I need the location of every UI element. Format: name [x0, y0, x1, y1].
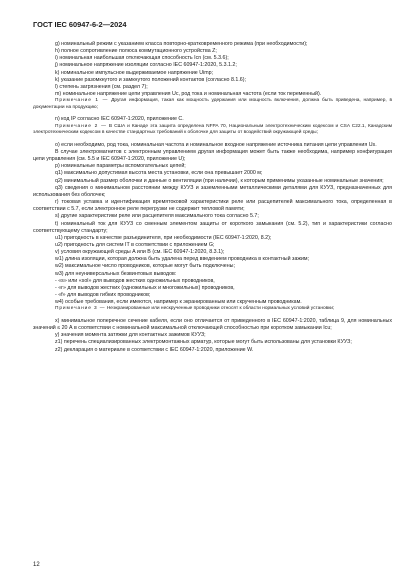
list-item: k) номинальное импульсное выдерживаемое напряжение Uimp;	[55, 69, 214, 76]
list-item: g) номинальный режим с указанием класса повторно-кратковременного режима (при необходимости);	[55, 41, 308, 47]
list-item: r) токовая уставка и идентификация времятоковой характеристики реле или расцепителей максимального тока, определенная в соответствии с 5.7, если электронное реле перегрузки не содержит тепловой памяти;	[33, 199, 392, 213]
list-item: w1) длина изоляции, которая должна быть удалена перед введением проводника в контактный зажим;	[55, 256, 310, 263]
document-header: ГОСТ IEC 60947-6-2—2024	[33, 20, 127, 29]
list-item: h) полное сопротивление полюса коммутационного устройства Z;	[55, 48, 217, 55]
list-item: n) код IP согласно IEC 60947-1:2020, приложение С.	[55, 116, 184, 123]
list-item: v) условия окружающей среды A или B (см. IEC 60947-1:2020, 8.3.1);	[55, 249, 225, 256]
note-3	[33, 306, 392, 313]
list-item: u1) пригодность в качестве разъединителя, при необходимости (IEC 60947-1:2020, 8.2);	[55, 234, 272, 241]
note-text: Неэкранированные или нескрученные проводники относят к области нормальных условий установки;	[106, 306, 335, 312]
note-1	[33, 98, 392, 111]
list-item: p) номинальные параметры вспомогательных цепей;	[55, 163, 186, 170]
list-item: t) номинальный ток для КУУЗ со сменным элементом защиты от короткого замыкания (см. 5.2), тип и характеристики согласно соответствующему стандарту;	[33, 220, 392, 234]
list-item: z2) декларация о материале в соответствии с IEC 60947-1:2020, приложение W.	[55, 346, 254, 353]
sub-list-item: - «s» или «sol» для выводов жестких одножильных проводников,	[55, 277, 215, 284]
list-item: q2) минимальный размер оболочки и данные о вентиляции (при наличии), к которым применимы указанные номинальные значения;	[55, 177, 384, 184]
list-item: В случае электромагнитов с электронным управлением другая информация может быть также необходима, например конфигурация цепи управления (см. 5.5 и IEC 60947-1:2020, приложение U);	[33, 148, 392, 163]
note-prefix: Примечание 3 —	[55, 306, 106, 312]
list-item: w4) особые требования, если имеются, например к экранированным или скрученным проводникам.	[55, 299, 302, 306]
sub-list-item: - «r» для выводов жестких (одножильных и многожильных) проводников,	[55, 284, 235, 291]
item-list-1	[33, 41, 392, 98]
list-item: w3) для неуниверсальных безвинтовых выводов:	[55, 270, 177, 277]
note-prefix: Примечание 1 —	[55, 98, 109, 104]
item-list-2	[33, 142, 392, 307]
item-list-3	[33, 318, 392, 354]
note-text: Другая информация, такая как мощность удержания или мощность включения, должна быть приведена, например, в документации на продукцию;	[33, 98, 392, 110]
note-prefix: Примечание 2 —	[55, 123, 107, 129]
sub-list-item: - «f» для выводов гибких проводников;	[55, 292, 151, 299]
list-item: z1) перечень специализированных электромонтажных арматур, которые могут быть использованы для установки КУУЗ;	[55, 339, 352, 346]
list-item: s) другие характеристики реле или расцепителя максимального тока согласно 5.7;	[55, 213, 259, 220]
page-number: 12	[33, 562, 40, 568]
list-item: o) если необходимо, род тока, номинальная частота и номинальное входное напряжение источника питания цепи управления Us.	[55, 141, 377, 148]
list-item: j) номинальное напряжение изоляции согласно IEC 60947-1:2020, 5.3.1.2;	[55, 62, 237, 69]
list-item: q3) сведения о минимальном расстоянии между КУУЗ и заземленными металлическими деталями для КУУЗ, предназначенных для использования без оболочек;	[33, 184, 392, 198]
list-item: i) номинальная наибольшая отключающая способность Icn (см. 5.3.6);	[55, 55, 229, 62]
note-2	[33, 124, 392, 137]
list-item: q1) максимально допустимая высота места установки, если она превышает 2000 м;	[55, 170, 263, 177]
list-item: x) минимальное поперечное сечение кабеля, если оно отличается от приведенного в IEC 60947-1:2020, таблица 9, для номинальных значений ≤ 20 А в соответствии с номинальной максимальной отключающей способностью при коротком замыкании Icu;	[33, 317, 392, 332]
list-item: k) указание разомкнутого и замкнутого положений контактов (согласно 8.1.6);	[55, 76, 246, 83]
list-item: l) степень загрязнения (см. раздел 7);	[55, 83, 148, 90]
list-item: y) значения момента затяжки для контактных зажимов КУУЗ;	[55, 332, 206, 339]
note-text: В США и Канаде эта защита определена NFPA 70, Национальным электротехническим кодексом и CSA C22.1, Канадским электротехническим кодексом в качестве стандартных требований к оболочке для защиты от воздействий окружающей среды;	[33, 123, 392, 136]
list-item: m) номинальное напряжение цепи управления Uc, род тока и номинальная частота (если ток переменный).	[55, 91, 322, 98]
list-item: u2) пригодность для систем IT в соответствии с приложением G;	[55, 241, 215, 248]
list-item: w2) максимальное число проводников, которые могут быть подключены;	[55, 263, 235, 270]
